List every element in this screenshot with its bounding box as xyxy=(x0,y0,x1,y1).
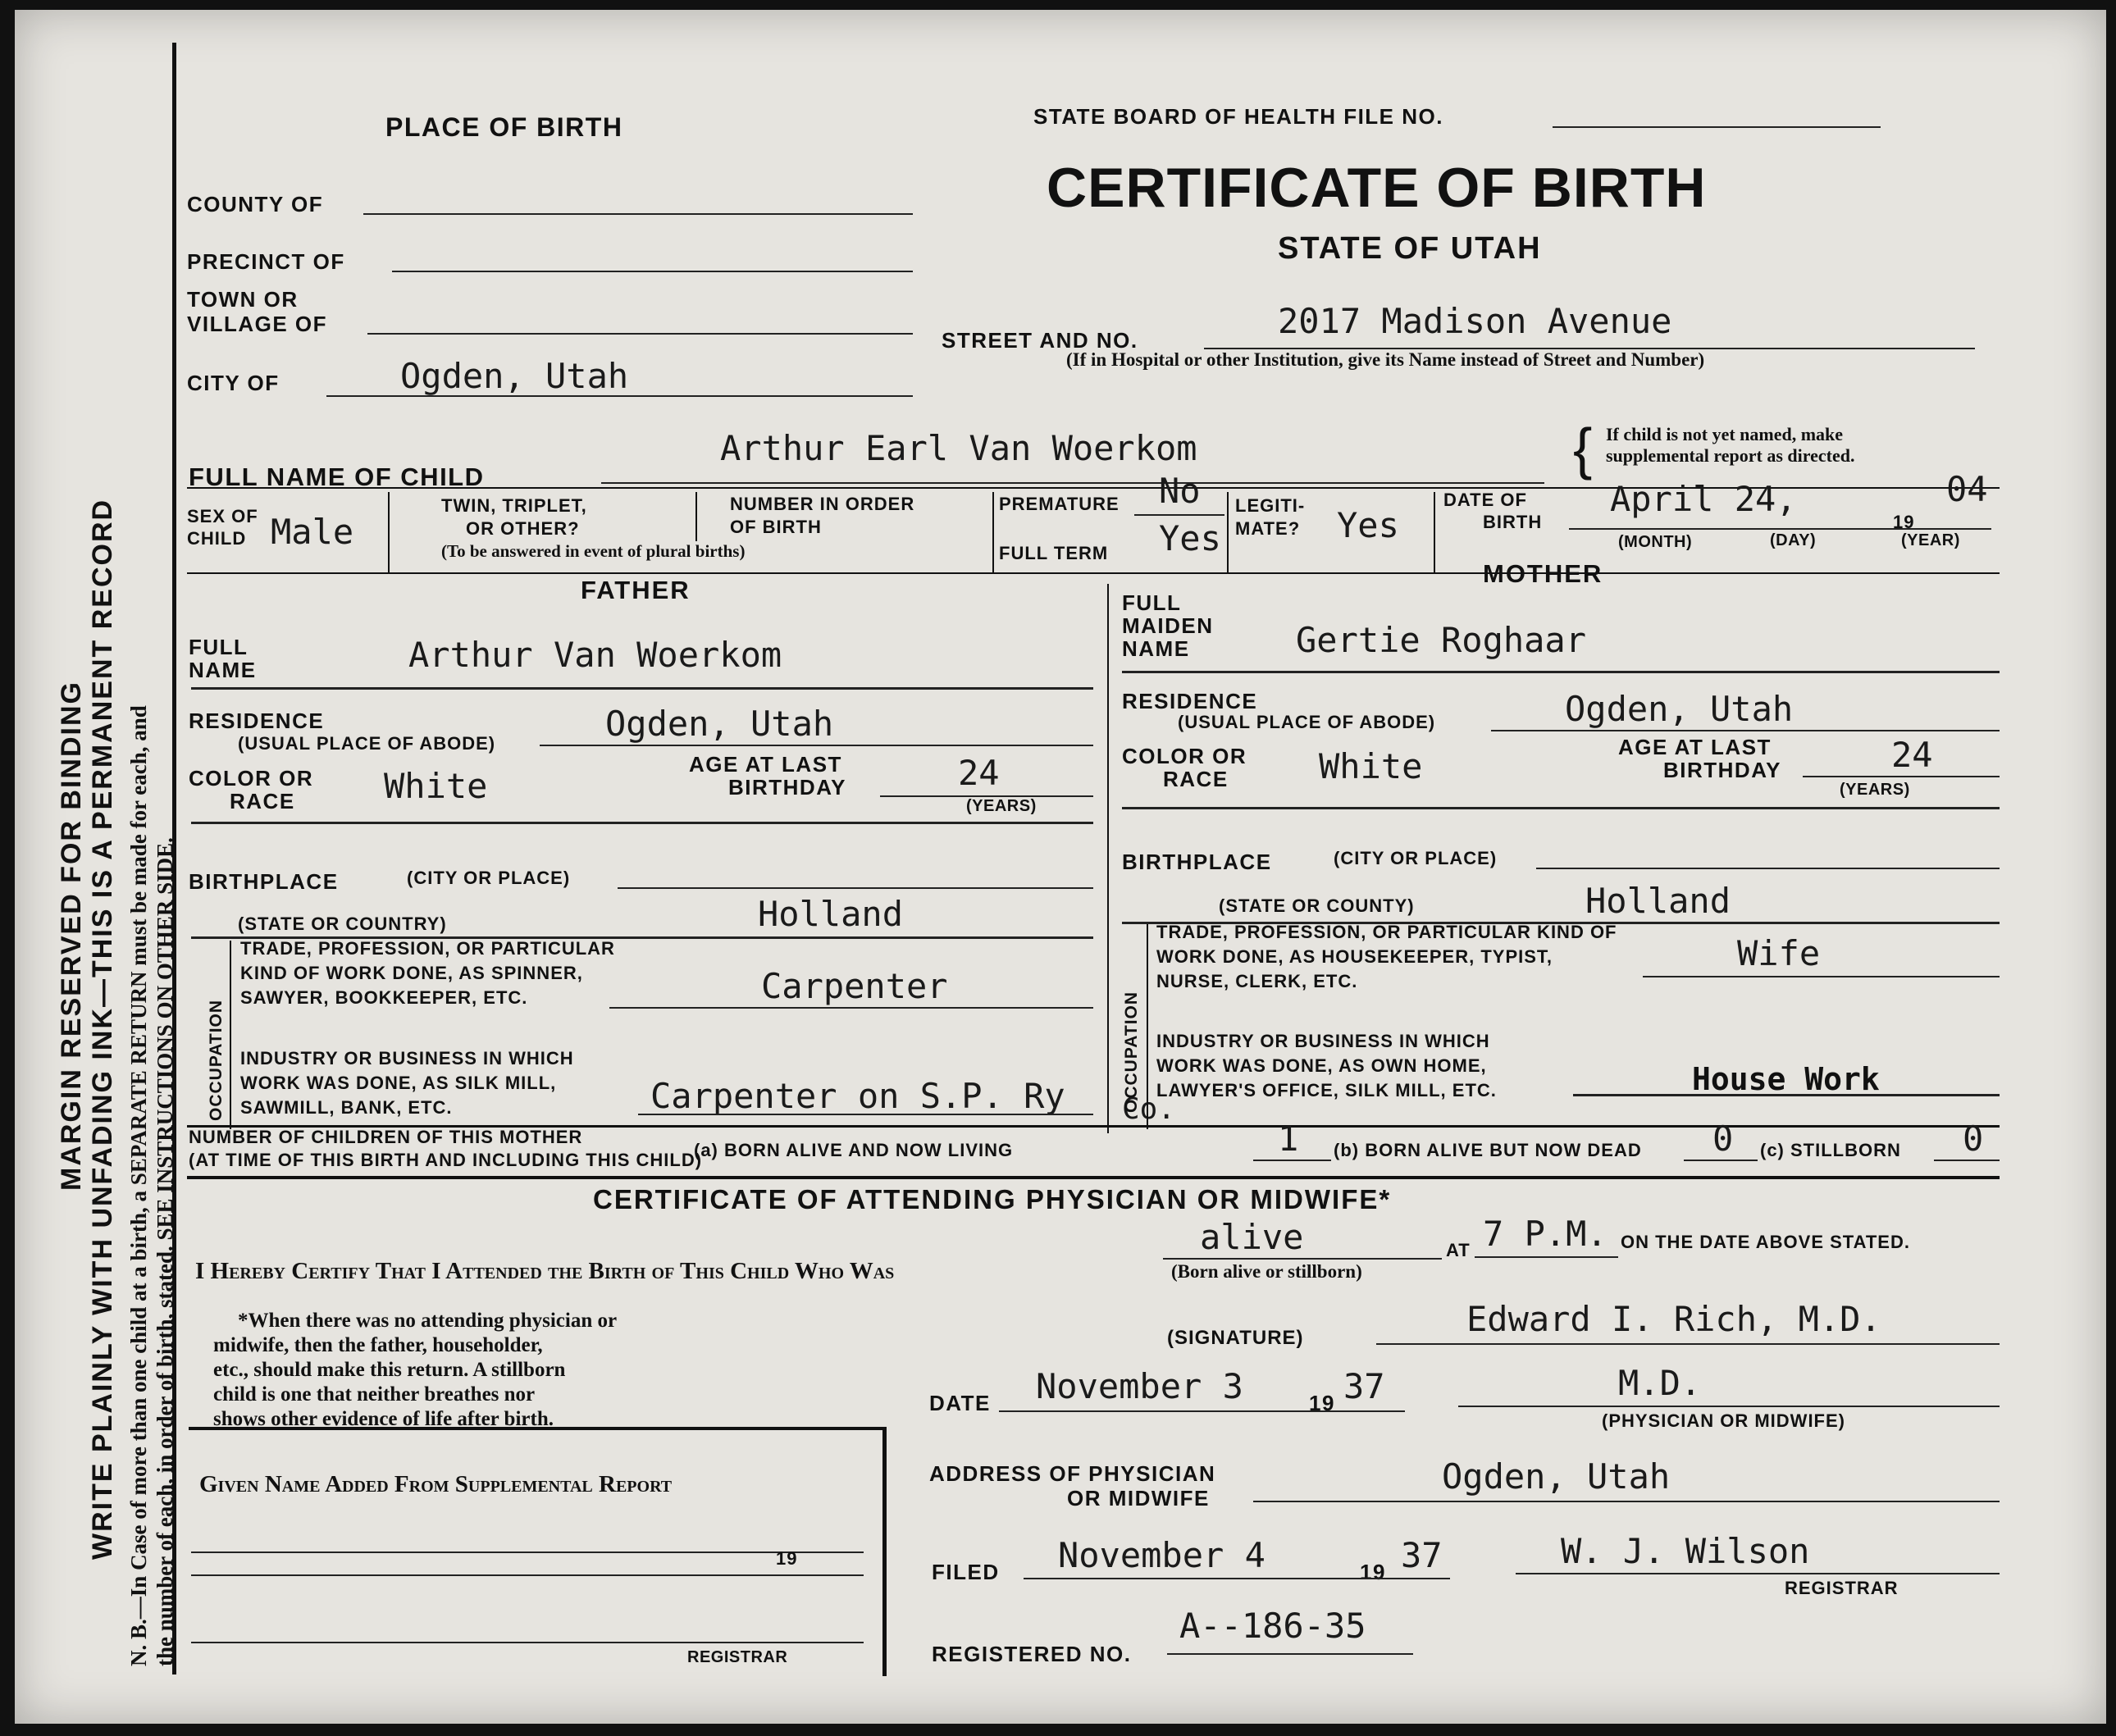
cert-alive-line xyxy=(1163,1258,1442,1260)
father-birthplace-label: BIRTHPLACE xyxy=(189,869,339,894)
children-b-line xyxy=(1684,1160,1758,1161)
city-label: CITY OF xyxy=(187,371,280,395)
certificate-title: CERTIFICATE OF BIRTH xyxy=(1047,157,1707,219)
dob-label-2: BIRTH xyxy=(1483,512,1543,532)
mother-birthplace-line-1 xyxy=(1536,868,2000,869)
mother-heading: MOTHER xyxy=(1483,559,1603,588)
father-occupation-divider xyxy=(230,941,231,1129)
father-age-label-2: BIRTHDAY xyxy=(728,775,846,800)
town-line xyxy=(367,333,913,335)
county-label: COUNTY OF xyxy=(187,192,324,216)
mother-industry-label-2: WORK WAS DONE, AS OWN HOME, xyxy=(1156,1055,1487,1076)
mother-occupation-divider xyxy=(1147,924,1148,1129)
legit-divider xyxy=(1434,492,1435,574)
order-label-2: OF BIRTH xyxy=(730,517,822,537)
father-color-line xyxy=(191,822,1093,824)
cert-time-line xyxy=(1475,1256,1618,1258)
mother-trade-value: Wife xyxy=(1737,933,1821,973)
father-trade-label-1: TRADE, PROFESSION, OR PARTICULAR xyxy=(240,938,615,959)
file-no-label: STATE BOARD OF HEALTH FILE NO. xyxy=(1033,104,1443,129)
city-line xyxy=(326,395,913,397)
file-no-line xyxy=(1553,126,1881,128)
children-b-value: 0 xyxy=(1712,1119,1734,1159)
parents-top-rule xyxy=(187,572,2000,574)
father-birthplace-value: Holland xyxy=(758,894,904,934)
sex-value: Male xyxy=(271,512,354,552)
father-industry-label-2: WORK WAS DONE, AS SILK MILL, xyxy=(240,1073,557,1093)
county-line xyxy=(363,213,913,215)
father-birthplace-line-1 xyxy=(618,887,1093,889)
mother-birthplace-label: BIRTHPLACE xyxy=(1122,850,1272,874)
registered-label: REGISTERED NO. xyxy=(932,1642,1132,1666)
registered-line xyxy=(1167,1653,1413,1655)
cert-date-year: 37 xyxy=(1343,1366,1385,1406)
mother-residence-line xyxy=(1491,730,2000,731)
mother-city-or-place: (CITY OR PLACE) xyxy=(1334,848,1498,868)
mother-industry-line xyxy=(1573,1094,2000,1096)
cert-physician-label: (PHYSICIAN OR MIDWIFE) xyxy=(1602,1410,1845,1431)
father-color-label-2: RACE xyxy=(230,789,295,813)
father-years-label: (YEARS) xyxy=(966,797,1037,815)
mother-age-label-1: AGE AT LAST xyxy=(1618,735,1772,759)
certificate-paper xyxy=(15,10,2106,1724)
filed-century: 19 xyxy=(1360,1560,1386,1584)
father-industry-value: Carpenter on S.P. Ry xyxy=(650,1076,1065,1116)
cert-address-line xyxy=(1253,1501,2000,1502)
mother-abode-label: (USUAL PLACE OF ABODE) xyxy=(1178,712,1436,732)
mother-trade-label-3: NURSE, CLERK, ETC. xyxy=(1156,971,1358,991)
cert-date-century: 19 xyxy=(1309,1391,1335,1415)
father-name-label-2: NAME xyxy=(189,658,257,682)
margin-nb-line2: the number of each, in order of birth, stated. SEE INSTRUCTIONS ON OTHER SIDE. xyxy=(153,837,177,1666)
child-name-value: Arthur Earl Van Woerkom xyxy=(720,428,1197,468)
premature-label: PREMATURE xyxy=(999,494,1120,514)
dob-value: April 24, xyxy=(1610,479,1797,519)
children-a-value: 1 xyxy=(1278,1119,1299,1159)
filing-registrar-line xyxy=(1516,1573,2000,1574)
father-industry-label-1: INDUSTRY OR BUSINESS IN WHICH xyxy=(240,1048,574,1068)
name-note-2: supplemental report as directed. xyxy=(1606,445,1855,466)
city-value: Ogden, Utah xyxy=(400,356,629,396)
sex-label-2: CHILD xyxy=(187,528,247,549)
cert-signature-line xyxy=(1376,1343,2000,1345)
cert-at-label: AT xyxy=(1446,1240,1471,1260)
twin-label-2: OR OTHER? xyxy=(466,518,580,539)
cert-certify-text: I Hereby Certify That I Attended the Birth of This Child Who Was xyxy=(195,1258,895,1284)
sex-label-1: SEX OF xyxy=(187,506,258,526)
order-label-1: NUMBER IN ORDER xyxy=(730,494,915,514)
order-divider xyxy=(992,492,994,574)
street-value: 2017 Madison Avenue xyxy=(1278,301,1672,341)
cert-date-label: DATE xyxy=(929,1391,991,1415)
cert-alive-note: (Born alive or stillborn) xyxy=(1171,1261,1362,1282)
children-a-label: (a) BORN ALIVE AND NOW LIVING xyxy=(694,1140,1014,1160)
father-age-value: 24 xyxy=(958,753,1000,793)
father-trade-label-2: KIND OF WORK DONE, AS SPINNER, xyxy=(240,963,583,983)
dob-year-label: (YEAR) xyxy=(1901,531,1960,549)
mother-name-label-1: FULL xyxy=(1122,590,1182,615)
father-industry-value-2: Co. xyxy=(1122,1092,1176,1126)
supplemental-line-1 xyxy=(191,1551,864,1553)
dob-line xyxy=(1569,528,1991,530)
child-name-label: FULL NAME OF CHILD xyxy=(189,462,485,491)
father-city-or-place: (CITY OR PLACE) xyxy=(407,868,571,888)
father-industry-line xyxy=(638,1114,1093,1115)
father-name-value: Arthur Van Woerkom xyxy=(408,635,782,675)
mother-trade-line xyxy=(1643,976,2000,977)
cert-time-value: 7 P.M. xyxy=(1483,1214,1608,1254)
father-trade-line xyxy=(609,1007,1093,1009)
cert-footnote-4: child is one that neither breathes nor xyxy=(213,1383,536,1406)
street-label: STREET AND NO. xyxy=(942,328,1138,353)
mother-industry-label-3: LAWYER'S OFFICE, SILK MILL, ETC. xyxy=(1156,1080,1497,1100)
father-name-label-1: FULL xyxy=(189,635,249,659)
father-residence-line xyxy=(540,745,1093,746)
registered-value: A--186-35 xyxy=(1179,1606,1366,1646)
twin-divider xyxy=(695,492,697,541)
father-heading: FATHER xyxy=(581,576,691,604)
mother-residence-value: Ogden, Utah xyxy=(1565,689,1794,729)
mother-age-label-2: BIRTHDAY xyxy=(1663,758,1781,782)
children-label-1: NUMBER OF CHILDREN OF THIS MOTHER xyxy=(189,1127,583,1147)
cert-heading: CERTIFICATE OF ATTENDING PHYSICIAN OR MIDWIFE* xyxy=(593,1184,1392,1214)
street-note: (If in Hospital or other Institution, give its Name instead of Street and Number) xyxy=(1066,349,1705,370)
mother-years-label: (YEARS) xyxy=(1840,781,1910,799)
cert-footnote-3: etc., should make this return. A stillborn xyxy=(213,1359,566,1381)
cert-footnote-2: midwife, then the father, householder, xyxy=(213,1334,543,1356)
parents-divider xyxy=(1107,584,1109,1133)
fullterm-label: FULL TERM xyxy=(999,543,1109,563)
mother-name-line xyxy=(1122,671,2000,673)
filed-value: November 4 xyxy=(1058,1535,1265,1575)
name-brace: { xyxy=(1573,417,1593,481)
father-residence-label: RESIDENCE xyxy=(189,709,325,733)
cert-date-line xyxy=(999,1410,1405,1412)
premature-divider xyxy=(1227,492,1229,574)
father-occupation-vertical: OCCUPATION xyxy=(207,999,226,1121)
place-of-birth-heading: PLACE OF BIRTH xyxy=(385,112,623,142)
filing-registrar-value: W. J. Wilson xyxy=(1561,1531,1810,1571)
father-state-or-country: (STATE OR COUNTRY) xyxy=(238,914,447,934)
dob-century: 19 xyxy=(1893,512,1915,532)
cert-md-line xyxy=(1458,1406,2000,1407)
filed-year: 37 xyxy=(1401,1535,1443,1575)
mother-age-line xyxy=(1803,776,2000,777)
cert-address-label-2: OR MIDWIFE xyxy=(1067,1486,1210,1510)
cert-alive-value: alive xyxy=(1200,1217,1304,1257)
cert-footnote-1: *When there was no attending physician or xyxy=(238,1310,618,1332)
mother-trade-label-2: WORK DONE, AS HOUSEKEEPER, TYPIST, xyxy=(1156,946,1553,967)
mother-name-label-2: MAIDEN xyxy=(1122,613,1214,638)
mother-color-line xyxy=(1122,807,2000,809)
cert-address-label-1: ADDRESS OF PHYSICIAN xyxy=(929,1461,1216,1486)
precinct-line xyxy=(392,271,913,272)
mother-occupation-vertical: OCCUPATION xyxy=(1122,991,1141,1113)
left-border-rule xyxy=(172,43,176,1674)
children-bottom-rule xyxy=(187,1176,2000,1179)
father-name-line xyxy=(191,687,1093,690)
mother-trade-label-1: TRADE, PROFESSION, OR PARTICULAR KIND OF xyxy=(1156,922,1617,942)
margin-nb-line1: N. B.—In Case of more than one child at a birth, a SEPARATE RETURN must be made for each, and xyxy=(126,705,151,1666)
father-color-label-1: COLOR OR xyxy=(189,766,314,791)
children-c-line xyxy=(1934,1160,2000,1161)
father-color-value: White xyxy=(384,766,488,806)
premature-line xyxy=(1134,514,1224,516)
children-b-label: (b) BORN ALIVE BUT NOW DEAD xyxy=(1334,1140,1642,1160)
margin-ink-text: WRITE PLAINLY WITH UNFADING INK—THIS IS A PERMANENT RECORD xyxy=(87,498,118,1560)
dob-label-1: DATE OF xyxy=(1443,490,1527,510)
dob-month-label: (MONTH) xyxy=(1618,533,1693,551)
cert-footnote-5: shows other evidence of life after birth. xyxy=(213,1408,554,1430)
supplemental-line-2 xyxy=(191,1574,864,1576)
state-subtitle: STATE OF UTAH xyxy=(1278,231,1542,266)
sex-divider xyxy=(388,492,390,574)
filed-line xyxy=(1024,1578,1450,1579)
dob-day-label: (DAY) xyxy=(1770,531,1817,549)
precinct-label: PRECINCT OF xyxy=(187,249,345,274)
father-trade-value: Carpenter xyxy=(761,966,948,1006)
mother-birthplace-value: Holland xyxy=(1585,881,1731,921)
mother-color-label-1: COLOR OR xyxy=(1122,744,1247,768)
cert-signature-value: Edward I. Rich, M.D. xyxy=(1466,1299,1881,1339)
mother-color-label-2: RACE xyxy=(1163,767,1229,791)
mother-color-value: White xyxy=(1319,746,1423,786)
legit-value: Yes xyxy=(1337,505,1399,545)
mother-residence-label: RESIDENCE xyxy=(1122,689,1258,713)
town-label-2: VILLAGE OF xyxy=(187,312,327,336)
fullterm-value: Yes xyxy=(1159,518,1221,558)
supplemental-registrar-label: REGISTRAR xyxy=(687,1648,788,1666)
name-note-1: If child is not yet named, make xyxy=(1606,424,1844,444)
supplemental-line-3 xyxy=(191,1642,864,1643)
mother-state-or-county: (STATE OR COUNTY) xyxy=(1219,895,1415,916)
cert-date-value: November 3 xyxy=(1036,1366,1243,1406)
father-residence-value: Ogden, Utah xyxy=(605,704,834,744)
cert-date-above: ON THE DATE ABOVE STATED. xyxy=(1621,1232,1910,1252)
legit-label-2: MATE? xyxy=(1235,518,1301,539)
mother-age-value: 24 xyxy=(1891,735,1933,775)
filed-label: FILED xyxy=(932,1560,1000,1584)
plural-note: (To be answered in event of plural births) xyxy=(441,541,746,561)
children-a-line xyxy=(1253,1160,1331,1161)
town-label-1: TOWN OR xyxy=(187,287,299,312)
children-c-label: (c) STILLBORN xyxy=(1760,1140,1901,1160)
mother-industry-value: House Work xyxy=(1692,1061,1880,1097)
margin-binding-text: MARGIN RESERVED FOR BINDING xyxy=(56,681,87,1191)
children-label-2: (AT TIME OF THIS BIRTH AND INCLUDING THIS CHILD) xyxy=(189,1150,703,1170)
mother-industry-label-1: INDUSTRY OR BUSINESS IN WHICH xyxy=(1156,1031,1490,1051)
cert-signature-label: (SIGNATURE) xyxy=(1167,1327,1304,1349)
filing-registrar-label: REGISTRAR xyxy=(1785,1578,1899,1598)
dob-year: 04 xyxy=(1946,469,1988,509)
cert-address-value: Ogden, Utah xyxy=(1442,1456,1671,1497)
children-c-value: 0 xyxy=(1963,1119,1984,1159)
child-name-line xyxy=(601,482,1544,484)
legit-label-1: LEGITI- xyxy=(1235,495,1306,516)
cert-md-value: M.D. xyxy=(1618,1363,1702,1403)
twin-label-1: TWIN, TRIPLET, xyxy=(441,495,587,516)
father-age-label-1: AGE AT LAST xyxy=(689,752,842,777)
father-trade-label-3: SAWYER, BOOKKEEPER, ETC. xyxy=(240,987,528,1008)
supplemental-label: Given Name Added From Supplemental Report xyxy=(199,1471,673,1497)
premature-value: No xyxy=(1159,471,1201,511)
father-industry-label-3: SAWMILL, BANK, ETC. xyxy=(240,1097,453,1118)
supplemental-year-label: 19 xyxy=(776,1548,798,1569)
mother-name-value: Gertie Roghaar xyxy=(1296,620,1587,660)
mother-name-label-3: NAME xyxy=(1122,636,1190,661)
father-abode-label: (USUAL PLACE OF ABODE) xyxy=(238,733,496,754)
